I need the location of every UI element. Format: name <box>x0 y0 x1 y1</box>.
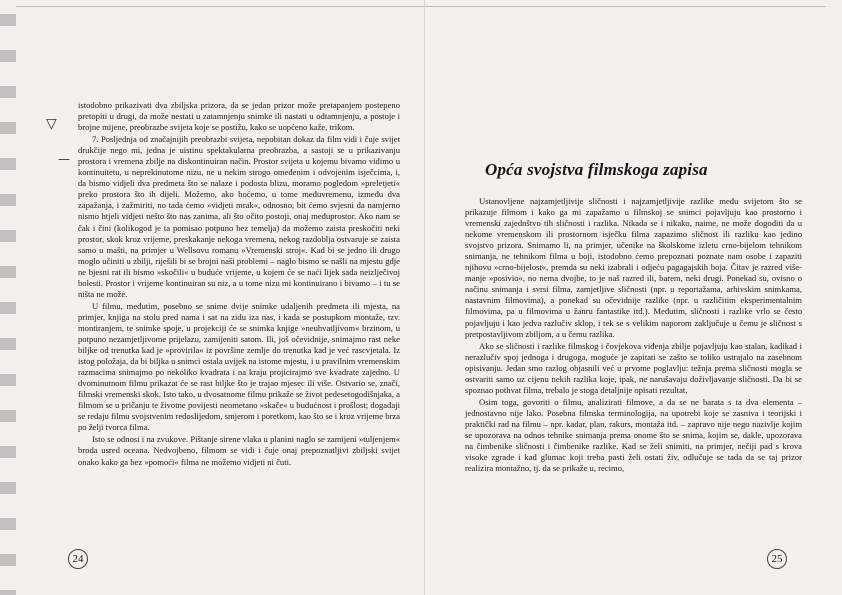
right-paragraph-1: Ustanovljene najzamjetljivije sličnosti i najzamjetljivije razlike među svijetom što se prikazuje filmom i kako ga mi zapažamo u filmskoj se snimci pojavljuju kao prostorno i vremenski zajednštvo tih sličnosti i razlika. Nikada se i nikako, naime, ne može dogoditi da u nekome vremenskom ili prostornom isječku filma zapazimo sličnost ili razliku kao jedino svojstvo prizora. Snimamo li, na primjer, učenike na školskome izletu crno-bijelom tehnikom snimanja, ne tehnikom filma u boji, istodobno ćemo prepoznati poznate nam osobe i zapaziti njihovu »crno-bijelost«, premda su neki izabrali i odjeću pagagajskih boja. Čitav je razred više-manje »posivio«, no nema dvojbe, to je naš razred ili, barem, neki drugi. Ponekad su, ovisno o načinu snimanja i svrsi filma, zamjetljive sličnosti (npr. u reportažama, arhivskim snimkama, nastavnim filmovima), a ponekad su očevidnije razlike (npr. u različitim eksperimentalnim filmovima, pa u filmovima u žanru fantastike itd.). Međutim, sličnosti i razlike vrlo se često pojavljuju i kao jedva razlučiv sklop, i tek se s velikim naporom zaključuje u čemu je sličnost s pretpostavljivom zbiljom, a u čemu razlika. <box>465 196 802 339</box>
left-page <box>18 0 422 595</box>
chapter-title: Opća svojstva filmskoga zapisa <box>485 160 708 179</box>
left-paragraph-1: istodobno prikazivati dva zbiljska prizora, da se jedan prizor može pretapanjem postepeno pretopiti u drugi, da može nestati u zatamnjenju snimke ili nastati u odtamnjenju, a postoje i brojne mijene, preobrazbe svijeta koje se postižu, kako se uopćeno kaže, trikom. <box>78 100 400 133</box>
left-paragraph-2: 7. Posljednja od značajnijih preobrazbi svijeta, nepobitan dokaz da film vidi i čuje svijet drukčije nego mi, jedna je uistinu spektakularna preobrazba, a sastoji se u prikazivanju prostora i vremena zbilje na diskontinuiran način. Prostor svijeta u kojemu bivamo vidimo u kontinuitetu, u neprekinutome nizu, ne u nekim strogo omeđenim i odvojenim isječcima, i, da bismo vidjeli dva predmeta što se nalaze i podosta blizu, moramo pogledom »preletjeti« preko prostora što ih dijeli. Možemo, ako hoćemo, u tome međuvremenu, između dva zapažanja, i zažmiriti, no tada ćemo »vidjeti mrak«, odnosno, bit ćemo svjesni da namjerno nismo htjeli vidjeti nešto što nas zanima, ali što očito postoji, onaj međuprostor. Ako nam se čak i čini (kolikogod je ta pomisao potpuno bez temelja) da možemo zaista preskočiti neki prostor, skok kroz vrijeme, preskakanje nekoga vremena, nekog razdoblja ostvaruje se zaista samo u mašti, na primjer u Wellsovu romanu »Vremenski stroj«. Kad bi se jedno ili drugo moglo učiniti u zbilji, riješili bi se brojni naši problemi – naglo bismo se našli na mjestu gdje ne bjesni rat ili bismo »skočili« u buduće vrijeme, u kojem će se naći lijek sada neizlječivoj bolesti. Prostor i vrijeme kontinuiran su niz, a u tome nizu mi kontinuirano i bivamo – i tu se ništa ne može. <box>78 134 400 299</box>
margin-dash-mark: — <box>58 152 70 166</box>
left-page-text <box>78 100 400 468</box>
right-paragraph-3: Osim toga, govoriti o filmu, analizirati filmove, a da se ne barata s ta dva elementa – jednostavno nije lako. Posebna filmska terminologija, na upotrebi koje se zasniva i teorijski i praktički rad na filmu – npr. kadar, plan, rakurs, montaža itd. – zapravo nije nego nazivlje kojim se upozorava na odnos tehnike snimanja prema onome što se snima, kojim se, dakle, upozorava na čimbenike sličnosti i čimbenike razlike. Kad se želi snimiti, na primjer, nečiji pad s krova visoke zgrade i kad glumac koji treba pasti želi ostati živ, odlučuje se tada da se taj prizor realizira montažno, tj. da se prikaže u, recimo, <box>465 396 802 474</box>
right-page-number <box>767 549 787 569</box>
left-page-number-value: 24 <box>68 549 88 569</box>
left-paragraph-3: U filmu, međutim, posebno se snime dvije snimke udaljenih predmeta ili mjesta, na primjer, knjiga na stolu pred nama i sat na zidu iza nas, i kada se postupkom montaže, tzv. montiranjem, te snimke spoje, u projekciji će se snimka knjige »neuhvatljivom« brzinom, u potpuno nezamjetljivome prijelazu, zamijeniti satom. Ili, još očevidnije, snimajmo rast neke biljke od trenutka kad je »provirila« iz površine zemlje do trenutka kad je već rascvjetala. Iz istog položaja, da bi biljka u snimci ostala uvijek na istome mjestu, i u pravilnim vremenskim razmacima snimajmo po nekoliko kvadrata i na kraju projicirajmo sve kvadrate zajedno. U dvominutnom filmu prikazat će se rast biljke što je trajao mjesec ili više. Ostvario se, znači, filmski vremenski skok. Isto tako, u dvosatnome filmu prikaže se život pedesetogodišnjaka, a filmom se u pričanju te životne povijesti neometano »skače« u budućnost i prošlost; događaji se redaju filmu svojstvenim redoslijedom, smjerom i poretkom, kao što se i kroz vrijeme brza po želji tvorca filma. <box>78 300 400 433</box>
margin-triangle-mark: ▽ <box>46 116 57 132</box>
right-page-text <box>465 196 802 474</box>
right-page <box>424 0 842 595</box>
left-page-number <box>68 549 88 569</box>
right-page-number-value: 25 <box>767 549 787 569</box>
right-paragraph-2: Ako se sličnosti i razlike filmskog i čovjekova viđenja zbilje pojavljuju kao stalan, kadikad i nerazlučiv spoj jednoga i drugoga, moguće je zapitati se zašto se toliko ustrajalo na zasebnom opisivanju. Jedan smo razlog objasnili već u prvome poglavlju: težnja prema sličnosti mogla se ostvariti samo uz cijenu nekih razlika koje, ipak, ne narušavaju doživljavanje sličnosti. Da bi se spoznao pothvat filma, trebalo je stoga detaljnije opisati rezultat. <box>465 340 802 395</box>
left-paragraph-4: Isto se odnosi i na zvukove. Pištanje sirene vlaka u planini naglo se zamijeni »tuljenjem« broda usred oceana. Nedvojbeno, filmom se vidi i čuje onaj prepoznatljivi zbiljski svijet onako kako ga bez »pomoći« filma ne možemo vidjeti ni čuti. <box>78 434 400 467</box>
binding-strip <box>0 0 16 595</box>
